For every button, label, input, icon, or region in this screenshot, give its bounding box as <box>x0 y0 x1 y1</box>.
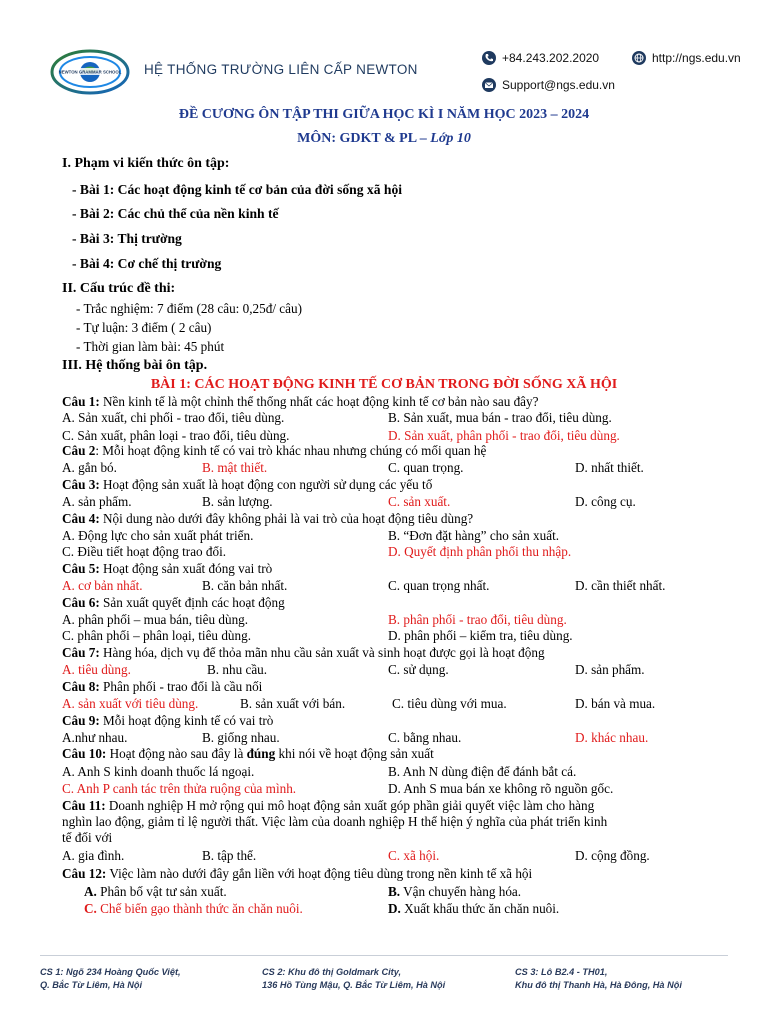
q8-option-c: C. tiêu dùng với mua. <box>392 696 507 711</box>
question-7: Câu 7: Hàng hóa, dịch vụ để thỏa mãn nhu cầu sản xuất và sinh hoạt được gọi là hoạt động <box>62 645 545 660</box>
q9-option-a: A.như nhau. <box>62 730 128 745</box>
q9-option-d-answer: D. khác nhau. <box>575 730 649 745</box>
structure-item: - Thời gian làm bài: 45 phút <box>76 339 225 354</box>
school-logo <box>50 49 130 95</box>
q2-option-d: D. nhất thiết. <box>575 460 644 475</box>
subject-title: MÔN: GDKT & PL – Lớp 10 <box>297 131 471 146</box>
question-8: Câu 8: Phân phối - trao đổi là cầu nối <box>62 679 263 694</box>
q4-option-a: A. Động lực cho sản xuất phát triển. <box>62 528 254 543</box>
q12-option-d: D. Xuất khẩu thức ăn chăn nuôi. <box>388 901 560 916</box>
q2-option-c: C. quan trọng. <box>388 460 464 475</box>
structure-item: - Trắc nghiệm: 7 điểm (28 câu: 0,25đ/ câu) <box>76 301 302 316</box>
document-title: ĐỀ CƯƠNG ÔN TẬP THI GIỮA HỌC KÌ I NĂM HỌC 2023 – 2024 <box>178 107 590 122</box>
q10-option-a: A. Anh S kinh doanh thuốc lá ngoại. <box>62 764 255 779</box>
question-11-line-3: tế đối với <box>62 830 113 845</box>
phone-contact: +84.243.202.2020 <box>482 51 599 65</box>
q5-option-b: B. căn bản nhất. <box>202 578 288 593</box>
q7-option-b: B. nhu cầu. <box>207 662 268 677</box>
lesson-item: - Bài 2: Các chủ thể của nền kinh tế <box>72 206 279 221</box>
question-3: Câu 3: Hoạt động sản xuất là hoạt động con người sử dụng các yếu tố <box>62 477 433 492</box>
q7-option-a-answer: A. tiêu dùng. <box>62 662 131 677</box>
question-6: Câu 6: Sản xuất quyết định các hoạt động <box>62 595 285 610</box>
question-9: Câu 9: Mỗi hoạt động kinh tế có vai trò <box>62 713 274 728</box>
q6-option-c: C. phân phối – phân loại, tiêu dùng. <box>62 628 251 643</box>
question-1: Câu 1: Nền kinh tế là một chỉnh thể thống nhất các hoạt động kinh tế cơ bản nào sau đây? <box>62 394 539 409</box>
website-contact[interactable]: http://ngs.edu.vn <box>632 51 741 65</box>
q9-option-c: C. bằng nhau. <box>388 730 462 745</box>
q5-option-d: D. cần thiết nhất. <box>575 578 666 593</box>
section-3-heading: III. Hệ thống bài ôn tập. <box>62 358 208 373</box>
q8-option-d: D. bán và mua. <box>575 696 656 711</box>
q2-option-a: A. gắn bó. <box>62 460 117 475</box>
question-10: Câu 10: Hoạt động nào sau đây là đúng khi nói về hoạt động sản xuất <box>62 746 434 761</box>
campus-2-address: CS 2: Khu đô thị Goldmark City, 136 Hồ Tùng Mậu, Q. Bắc Từ Liêm, Hà Nội <box>262 967 446 990</box>
lesson-item: - Bài 4: Cơ chế thị trường <box>72 256 222 271</box>
q9-option-b: B. giống nhau. <box>202 730 280 745</box>
structure-item: - Tự luận: 3 điểm ( 2 câu) <box>76 320 212 335</box>
q6-option-b-answer: B. phân phối - trao đổi, tiêu dùng. <box>388 612 567 627</box>
q8-option-a-answer: A. sản xuất với tiêu dùng. <box>62 696 199 711</box>
q5-option-c: C. quan trọng nhất. <box>388 578 490 593</box>
question-12: Câu 12: Việc làm nào dưới đây gắn liền với hoạt động tiêu dùng trong nền kinh tế xã hội <box>62 866 533 881</box>
q4-option-b: B. “Đơn đặt hàng” cho sản xuất. <box>388 528 560 543</box>
q4-option-c: C. Điều tiết hoạt động trao đổi. <box>62 544 227 559</box>
q10-option-b: B. Anh N dùng điện để đánh bắt cá. <box>388 764 577 779</box>
q3-option-d: D. công cụ. <box>575 494 636 509</box>
school-name: HỆ THỐNG TRƯỜNG LIÊN CẤP NEWTON <box>144 62 418 77</box>
q12-option-b: B. Vận chuyển hàng hóa. <box>388 884 522 899</box>
svg-text:NEWTON GRAMMAR SCHOOL: NEWTON GRAMMAR SCHOOL <box>58 69 122 75</box>
q11-option-c-answer: C. xã hội. <box>388 848 440 863</box>
q7-option-d: D. sản phẩm. <box>575 662 645 677</box>
q11-option-a: A. gia đình. <box>62 848 125 863</box>
q3-option-c-answer: C. sản xuất. <box>388 494 451 509</box>
phone-icon <box>482 51 496 65</box>
lesson-item: - Bài 1: Các hoạt động kinh tế cơ bản của đời sống xã hội <box>72 182 403 197</box>
q3-option-a: A. sản phẩm. <box>62 494 132 509</box>
q11-option-b: B. tập thể. <box>202 848 257 863</box>
question-11: Câu 11: Doanh nghiệp H mở rộng qui mô hoạt động sản xuất góp phần giải quyết việc làm cho hàng <box>62 798 595 813</box>
question-11-line-2: nghìn lao động, giảm tỉ lệ người thất. Việc làm của doanh nghiệp H thể hiện ý nghĩa của phát triển kinh <box>62 814 608 829</box>
q1-option-a: A. Sản xuất, chi phối - trao đổi, tiêu dùng. <box>62 410 285 425</box>
q1-option-d-answer: D. Sản xuất, phân phối - trao đổi, tiêu dùng. <box>388 428 620 443</box>
email-contact[interactable]: Support@ngs.edu.vn <box>482 78 615 92</box>
q12-option-a: A. Phân bố vật tư sản xuất. <box>84 884 227 899</box>
question-5: Câu 5: Hoạt động sản xuất đóng vai trò <box>62 561 273 576</box>
q2-option-b-answer: B. mật thiết. <box>202 460 268 475</box>
lesson-item: - Bài 3: Thị trường <box>72 231 182 246</box>
q6-option-a: A. phân phối – mua bán, tiêu dùng. <box>62 612 249 627</box>
q6-option-d: D. phân phối – kiểm tra, tiêu dùng. <box>388 628 573 643</box>
q4-option-d-answer: D. Quyết định phân phối thu nhập. <box>388 544 572 559</box>
globe-icon <box>632 51 646 65</box>
lesson-1-title: BÀI 1: CÁC HOẠT ĐỘNG KINH TẾ CƠ BẢN TRONG ĐỜI SỐNG XÃ HỘI <box>150 377 618 392</box>
q10-option-c-answer: C. Anh P canh tác trên thửa ruộng của mình. <box>62 781 297 796</box>
q10-option-d: D. Anh S mua bán xe không rõ nguồn gốc. <box>388 781 614 796</box>
section-1-heading: I. Phạm vi kiến thức ôn tập: <box>62 156 230 171</box>
q3-option-b: B. sản lượng. <box>202 494 273 509</box>
page-header <box>0 0 768 100</box>
section-2-heading: II. Cấu trúc đề thi: <box>62 281 176 296</box>
q8-option-b: B. sản xuất với bán. <box>240 696 346 711</box>
q1-option-c: C. Sản xuất, phân loại - trao đổi, tiêu dùng. <box>62 428 290 443</box>
footer-divider <box>40 955 728 956</box>
q5-option-a-answer: A. cơ bản nhất. <box>62 578 143 593</box>
mail-icon <box>482 78 496 92</box>
q7-option-c: C. sử dụng. <box>388 662 449 677</box>
q12-option-c-answer: C. Chế biến gạo thành thức ăn chăn nuôi. <box>84 901 303 916</box>
question-2: Câu 2: Mỗi hoạt động kinh tế có vai trò khác nhau nhưng chúng có mối quan hệ <box>62 443 487 458</box>
campus-1-address: CS 1: Ngõ 234 Hoàng Quốc Việt, Q. Bắc Từ Liêm, Hà Nội <box>40 967 181 990</box>
question-4: Câu 4: Nội dung nào dưới đây không phải là vai trò của hoạt động tiêu dùng? <box>62 511 474 526</box>
q1-option-b: B. Sản xuất, mua bán - trao đổi, tiêu dùng. <box>388 410 612 425</box>
campus-3-address: CS 3: Lô B2.4 - TH01, Khu đô thị Thanh Hà, Hà Đông, Hà Nội <box>515 967 682 990</box>
q11-option-d: D. cộng đồng. <box>575 848 650 863</box>
